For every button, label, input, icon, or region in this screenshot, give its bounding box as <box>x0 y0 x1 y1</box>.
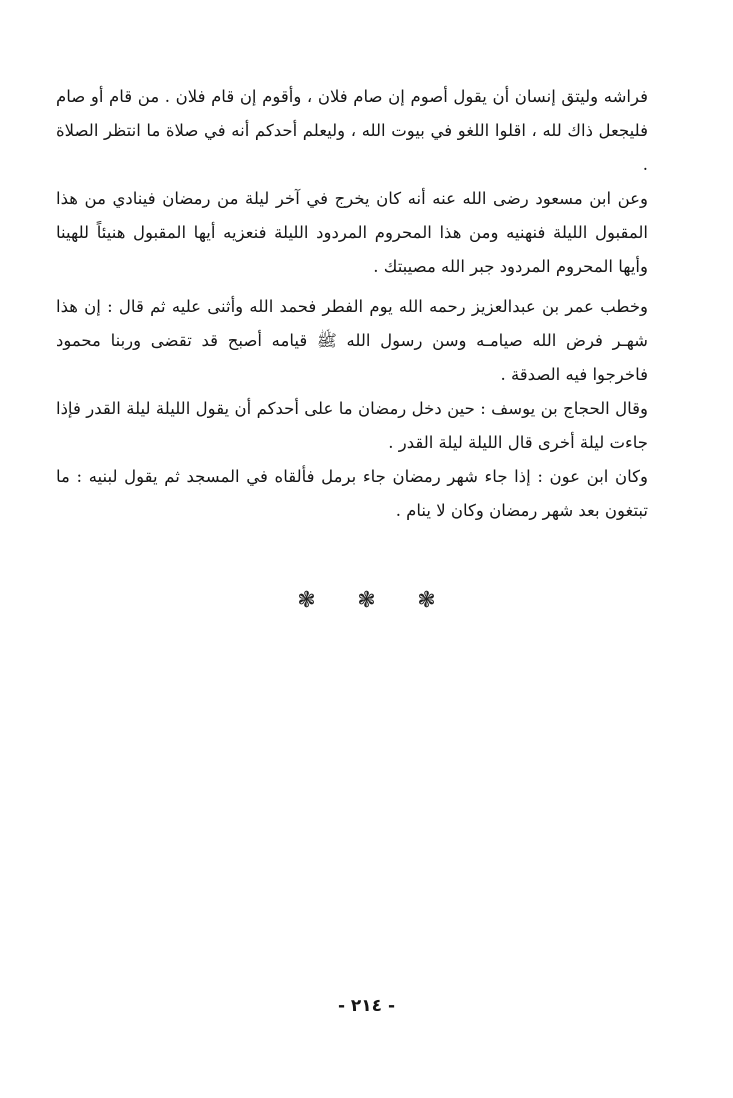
paragraph-2: وعن ابن مسعود رضى الله عنه أنه كان يخرج في آخر ليلة من رمضان فينادي من هذا المقبول الليلة فنهنيه ومن هذا المحروم المردود الليلة فنعزيه أيها المقبول هنيئاً للهينا وأيها المحروم المردود جبر الله مصيبتك . <box>56 189 648 276</box>
paragraph-4: وقال الحجاج بن يوسف : حين دخل رمضان ما على أحدكم أن يقول الليلة ليلة القدر فإذا جاءت ليلة أخرى قال الليلة ليلة القدر . <box>56 399 648 452</box>
paragraph-5: وكان ابن عون : إذا جاء شهر رمضان جاء برمل فألقاه في المسجد ثم يقول لبنيه : ما تبتغون بعد شهر رمضان وكان لا ينام . <box>56 467 648 520</box>
paragraph-1: فراشه وليتق إنسان أن يقول أصوم إن صام فلان ، وأقوم إن قام فلان . من قام أو صام فليجعل ذاك لله ، اقلوا اللغو في بيوت الله ، وليعلم أحدكم أنه في صلاة ما انتظر الصلاة . <box>56 87 648 174</box>
page-number: - ٢١٤ - <box>337 996 396 1016</box>
asterism-icon: ❃ <box>297 588 316 613</box>
asterism-icon: ❃ <box>357 588 376 613</box>
paragraph-3: وخطب عمر بن عبدالعزيز رحمه الله يوم الفطر فحمد الله وأثنى عليه ثم قال : إن هذا شهـر فرض الله صيامـه وسن رسول الله ﷺ قيامه أصبح قد تقضى وربنا محمود فاخرجوا فيه الصدقة . <box>56 297 648 384</box>
section-divider <box>0 588 733 628</box>
asterism-icon: ❃ <box>417 588 436 613</box>
page-body-text <box>56 80 648 528</box>
